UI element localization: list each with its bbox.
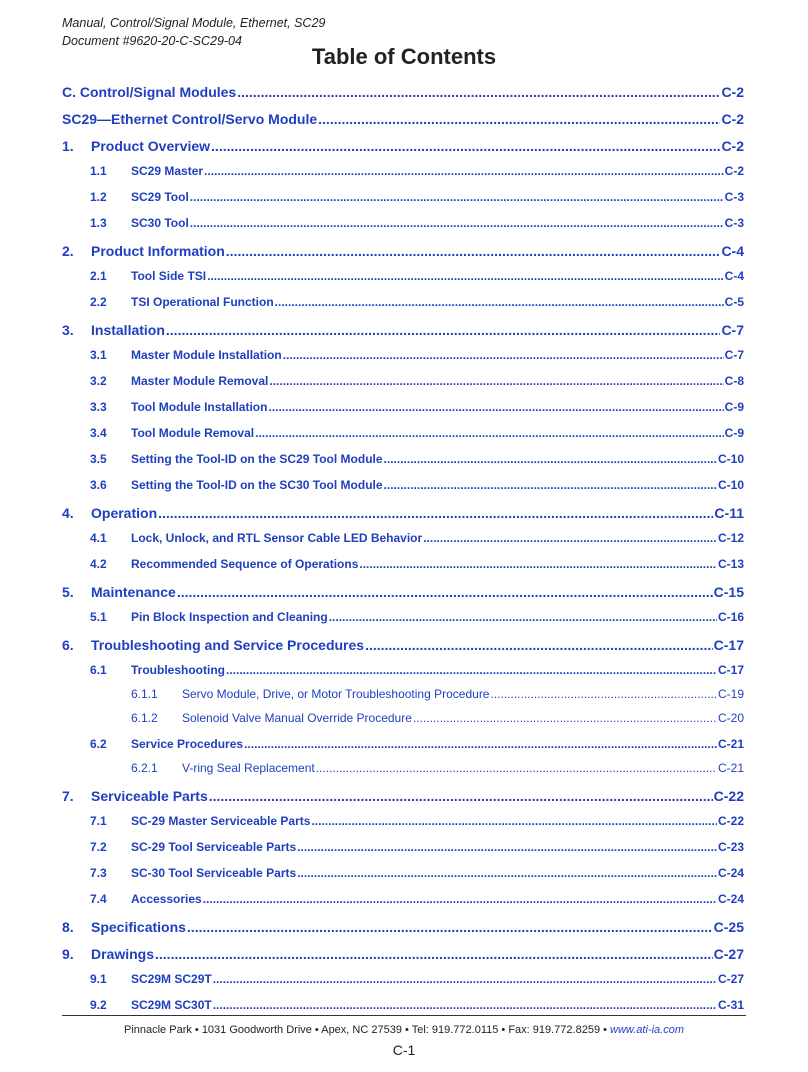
- toc-entry[interactable]: [90, 866, 744, 880]
- toc-dot-leader: [207, 269, 724, 283]
- toc-entry[interactable]: [90, 531, 744, 545]
- toc-dot-leader: [269, 374, 723, 388]
- toc-entry-page[interactable]: C-21: [717, 737, 744, 751]
- toc-entry-page[interactable]: C-24: [717, 866, 744, 880]
- toc-dot-leader: [204, 164, 724, 178]
- page-number: C-1: [392, 1042, 416, 1058]
- toc-entry[interactable]: [90, 737, 744, 751]
- toc-entry-page[interactable]: C-5: [724, 295, 744, 309]
- toc-entry-page[interactable]: C-3: [724, 216, 744, 230]
- toc-entry-number: 5.: [62, 584, 74, 600]
- toc-entry[interactable]: [90, 190, 744, 204]
- toc-entry-label[interactable]: Drawings: [91, 946, 155, 962]
- toc-entry-label[interactable]: Product Information: [91, 243, 225, 259]
- toc-entry-number: 2.1: [90, 269, 107, 283]
- toc-entry[interactable]: [90, 610, 744, 624]
- toc-dot-leader: [190, 190, 724, 204]
- toc-entry-number: 4.1: [90, 531, 107, 545]
- toc-dot-leader: [423, 531, 717, 545]
- manual-title: Manual, Control/Signal Module, Ethernet, SC29: [62, 16, 326, 30]
- toc-entry-label[interactable]: Operation: [91, 505, 158, 521]
- toc-entry[interactable]: [90, 164, 744, 178]
- toc-entry[interactable]: [62, 243, 744, 259]
- toc-entry[interactable]: [90, 998, 744, 1012]
- toc-entry-page[interactable]: C-7: [724, 348, 744, 362]
- toc-entry-number: 7.1: [90, 814, 107, 828]
- toc-dot-leader: [213, 972, 717, 986]
- footer-divider: [62, 1015, 746, 1016]
- toc-entry-label[interactable]: Solenoid Valve Manual Override Procedure: [182, 711, 412, 725]
- toc-dot-leader: [384, 452, 717, 466]
- toc-entry-page[interactable]: C-3: [724, 190, 744, 204]
- toc-dot-leader: [297, 866, 717, 880]
- toc-entry-page[interactable]: C-27: [713, 946, 744, 962]
- toc-dot-leader: [283, 348, 724, 362]
- toc-entry-page[interactable]: C-15: [713, 584, 744, 600]
- toc-entry[interactable]: [62, 505, 744, 521]
- toc-entry-label[interactable]: Maintenance: [91, 584, 176, 600]
- toc-entry[interactable]: [131, 687, 744, 701]
- toc-entry[interactable]: [90, 269, 744, 283]
- toc-entry-label[interactable]: Recommended Sequence of Operations: [131, 557, 359, 571]
- toc-entry-label[interactable]: Lock, Unlock, and RTL Sensor Cable LED Behavior: [131, 531, 423, 545]
- toc-entry[interactable]: [62, 322, 744, 338]
- toc-entry-page[interactable]: C-25: [713, 919, 744, 935]
- toc-entry[interactable]: [90, 663, 744, 677]
- toc-entry-label[interactable]: Servo Module, Drive, or Motor Troubleshooting Procedure: [182, 687, 490, 701]
- toc-entry[interactable]: [62, 946, 744, 962]
- toc-entry-page[interactable]: C-19: [717, 687, 744, 701]
- toc-entry-label[interactable]: SC-30 Tool Serviceable Parts: [131, 866, 297, 880]
- toc-entry-page[interactable]: C-16: [717, 610, 744, 624]
- toc-dot-leader: [365, 637, 713, 653]
- toc-dot-leader: [316, 761, 717, 775]
- toc-entry-number: 1.: [62, 138, 74, 154]
- toc-dot-leader: [268, 400, 723, 414]
- toc-entry-page[interactable]: C-21: [717, 761, 744, 775]
- footer-address: Pinnacle Park • 1031 Goodworth Drive • Apex, NC 27539 • Tel: 919.772.0115 • Fax: 919.772.8259 •: [123, 1024, 611, 1036]
- toc-entry-label[interactable]: Tool Side TSI: [131, 269, 207, 283]
- toc-entry-number: 6.2: [90, 737, 107, 751]
- toc-entry-number: 6.1: [90, 663, 107, 677]
- toc-entry[interactable]: [62, 84, 744, 100]
- toc-entry[interactable]: [90, 452, 744, 466]
- toc-dot-leader: [275, 295, 724, 309]
- toc-entry-label[interactable]: SC-29 Master Serviceable Parts: [131, 814, 311, 828]
- toc-entry[interactable]: [62, 919, 744, 935]
- toc-entry-page[interactable]: C-9: [724, 426, 744, 440]
- toc-entry[interactable]: [90, 426, 744, 440]
- toc-entry-page[interactable]: C-22: [713, 788, 744, 804]
- toc-entry[interactable]: [90, 840, 744, 854]
- toc-entry-number: 8.: [62, 919, 74, 935]
- toc-entry-page[interactable]: C-9: [724, 400, 744, 414]
- toc-entry-number: 3.4: [90, 426, 107, 440]
- toc-entry[interactable]: [131, 761, 744, 775]
- toc-entry[interactable]: [131, 711, 744, 725]
- toc-dot-leader: [213, 998, 717, 1012]
- toc-dot-leader: [318, 111, 720, 127]
- toc-entry[interactable]: [62, 788, 744, 804]
- toc-entry-number: 4.: [62, 505, 74, 521]
- toc-entry-label[interactable]: Troubleshooting and Service Procedures: [91, 637, 365, 653]
- toc-entry-number: 2.2: [90, 295, 107, 309]
- toc-dot-leader: [158, 505, 713, 521]
- toc-dot-leader: [329, 610, 717, 624]
- toc-entry-page[interactable]: C-24: [717, 892, 744, 906]
- toc-dot-leader: [384, 478, 717, 492]
- toc-entry-number: 3.5: [90, 452, 107, 466]
- toc-entry-label[interactable]: Tool Module Removal: [131, 426, 255, 440]
- toc-entry[interactable]: [90, 400, 744, 414]
- toc-entry[interactable]: [90, 557, 744, 571]
- toc-entry-number: 7.2: [90, 840, 107, 854]
- toc-entry-label[interactable]: Serviceable Parts: [91, 788, 208, 804]
- toc-entry-label[interactable]: Setting the Tool-ID on the SC30 Tool Module: [131, 478, 383, 492]
- toc-dot-leader: [211, 138, 720, 154]
- toc-entry-label[interactable]: TSI Operational Function: [131, 295, 274, 309]
- toc-entry-label[interactable]: SC30 Tool: [131, 216, 189, 230]
- toc-entry-page[interactable]: C-4: [721, 243, 744, 259]
- toc-entry-number: 7.3: [90, 866, 107, 880]
- toc-entry-page[interactable]: C-7: [721, 322, 744, 338]
- toc-entry[interactable]: [62, 138, 744, 154]
- footer: [0, 1024, 808, 1036]
- toc-entry-label[interactable]: SC29—Ethernet Control/Servo Module: [62, 111, 318, 127]
- toc-entry-number: 7.: [62, 788, 74, 804]
- toc-entry-number: 6.1.2: [131, 711, 158, 725]
- toc-entry-label[interactable]: SC-29 Tool Serviceable Parts: [131, 840, 297, 854]
- toc-entry-number: 1.2: [90, 190, 107, 204]
- toc-entry-page[interactable]: C-17: [717, 663, 744, 677]
- toc-entry[interactable]: [62, 637, 744, 653]
- toc-entry[interactable]: [90, 216, 744, 230]
- toc-entry-page[interactable]: C-23: [717, 840, 744, 854]
- toc-entry-number: 3.1: [90, 348, 107, 362]
- toc-dot-leader: [297, 840, 717, 854]
- toc-dot-leader: [244, 737, 717, 751]
- toc-entry-label[interactable]: Accessories: [131, 892, 202, 906]
- toc-entry-page[interactable]: C-13: [717, 557, 744, 571]
- toc-dot-leader: [237, 84, 720, 100]
- toc-entry-number: 3.: [62, 322, 74, 338]
- toc-entry-label[interactable]: Troubleshooting: [131, 663, 225, 677]
- toc-entry-number: 6.1.1: [131, 687, 158, 701]
- toc-entry-label[interactable]: V-ring Seal Replacement: [182, 761, 315, 775]
- toc-entry-page[interactable]: C-10: [717, 478, 744, 492]
- toc-entry-number: 1.3: [90, 216, 107, 230]
- toc-entry-label[interactable]: Specifications: [91, 919, 186, 935]
- toc-entry-page[interactable]: C-27: [717, 972, 744, 986]
- toc-dot-leader: [203, 892, 717, 906]
- toc-entry-number: 9.: [62, 946, 74, 962]
- toc-entry-number: 6.: [62, 637, 74, 653]
- toc-entry-label[interactable]: Setting the Tool-ID on the SC29 Tool Module: [131, 452, 383, 466]
- toc-entry-page[interactable]: C-10: [717, 452, 744, 466]
- toc-entry-number: 9.2: [90, 998, 107, 1012]
- toc-entry[interactable]: [90, 814, 744, 828]
- page-title: Table of Contents: [311, 44, 497, 69]
- toc-entry-label[interactable]: C. Control/Signal Modules: [62, 84, 237, 100]
- toc-entry[interactable]: [90, 972, 744, 986]
- toc-dot-leader: [155, 946, 713, 962]
- toc-dot-leader: [255, 426, 724, 440]
- toc-dot-leader: [359, 557, 717, 571]
- toc-dot-leader: [190, 216, 724, 230]
- toc-entry-label[interactable]: Product Overview: [91, 138, 211, 154]
- toc-entry-page[interactable]: C-20: [717, 711, 744, 725]
- toc-entry-page[interactable]: C-2: [721, 84, 744, 100]
- toc-entry-number: 7.4: [90, 892, 107, 906]
- toc-dot-leader: [166, 322, 721, 338]
- toc-entry-number: 5.1: [90, 610, 107, 624]
- toc-entry-label[interactable]: Master Module Installation: [131, 348, 282, 362]
- toc-entry-label[interactable]: Master Module Removal: [131, 374, 269, 388]
- toc-entry-page[interactable]: C-17: [713, 637, 744, 653]
- toc-entry-label[interactable]: Pin Block Inspection and Cleaning: [131, 610, 328, 624]
- toc-dot-leader: [413, 711, 717, 725]
- toc-entry-number: 3.6: [90, 478, 107, 492]
- toc-entry[interactable]: [62, 584, 744, 600]
- toc-entry-label[interactable]: Tool Module Installation: [131, 400, 268, 414]
- toc-entry-number: 4.2: [90, 557, 107, 571]
- toc-entry-label[interactable]: SC29M SC30T: [131, 998, 212, 1012]
- toc-entry-number: 3.3: [90, 400, 107, 414]
- toc-entry-page[interactable]: C-12: [717, 531, 744, 545]
- toc-entry-label[interactable]: SC29 Master: [131, 164, 204, 178]
- toc-entry-page[interactable]: C-4: [724, 269, 744, 283]
- toc-dot-leader: [177, 584, 713, 600]
- toc-entry-page[interactable]: C-2: [721, 138, 744, 154]
- toc-entry-page[interactable]: C-11: [714, 505, 744, 521]
- toc-entry-page[interactable]: C-31: [717, 998, 744, 1012]
- toc-dot-leader: [490, 687, 717, 701]
- toc-entry[interactable]: [90, 892, 744, 906]
- toc-dot-leader: [311, 814, 717, 828]
- toc-entry-number: 2.: [62, 243, 74, 259]
- toc-entry[interactable]: [90, 374, 744, 388]
- document-number: Document #9620-20-C-SC29-04: [62, 34, 242, 48]
- toc-dot-leader: [226, 663, 717, 677]
- toc-entry-label[interactable]: SC29M SC29T: [131, 972, 212, 986]
- toc-dot-leader: [226, 243, 721, 259]
- footer-website-link[interactable]: www.ati-ia.com: [610, 1024, 684, 1036]
- toc-entry-label[interactable]: SC29 Tool: [131, 190, 189, 204]
- toc-entry[interactable]: [90, 295, 744, 309]
- toc-entry-page[interactable]: C-2: [724, 164, 744, 178]
- toc-entry-label[interactable]: Service Procedures: [131, 737, 244, 751]
- toc-dot-leader: [209, 788, 713, 804]
- toc-entry-number: 6.2.1: [131, 761, 158, 775]
- toc-entry-page[interactable]: C-8: [724, 374, 744, 388]
- toc-entry[interactable]: [90, 478, 744, 492]
- toc-entry-number: 1.1: [90, 164, 107, 178]
- toc-entry-number: 3.2: [90, 374, 107, 388]
- toc-dot-leader: [187, 919, 713, 935]
- toc-entry-page[interactable]: C-2: [721, 111, 744, 127]
- toc-entry[interactable]: [90, 348, 744, 362]
- toc-entry-page[interactable]: C-22: [717, 814, 744, 828]
- toc-entry[interactable]: [62, 111, 744, 127]
- toc-entry-number: 9.1: [90, 972, 107, 986]
- toc-entry-label[interactable]: Installation: [91, 322, 165, 338]
